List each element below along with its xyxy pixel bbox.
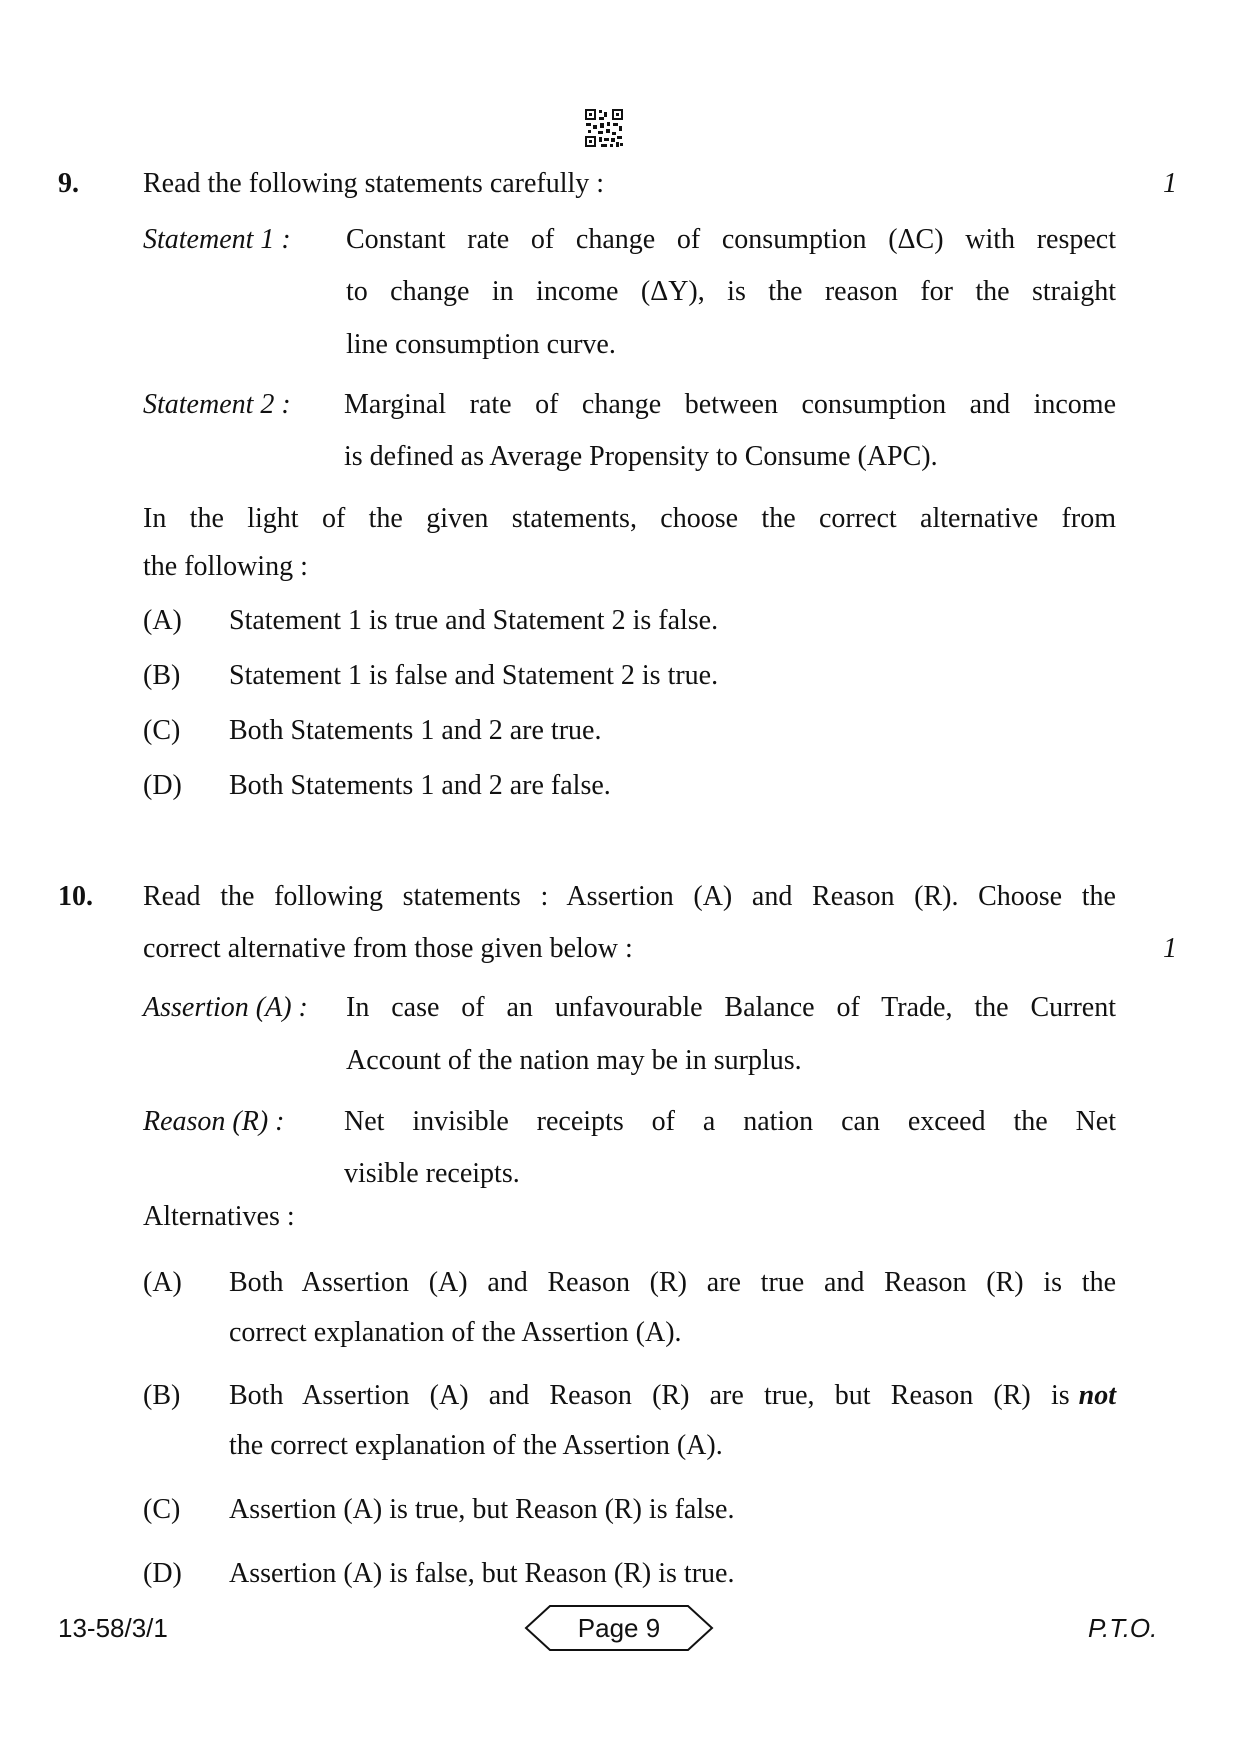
q10-option-b-letter: (B) bbox=[143, 1380, 181, 1411]
q10-stem-line2: correct alternative from those given below : bbox=[143, 933, 633, 964]
q9-marks: 1 bbox=[1163, 168, 1177, 199]
q9-instruction-line1: In the light of the given statements, choose the correct alternative from bbox=[143, 503, 1116, 534]
q10-assertion-line2: Account of the nation may be in surplus. bbox=[346, 1045, 802, 1076]
paper-code: 13-58/3/1 bbox=[58, 1613, 168, 1643]
q10-option-b-line1 bbox=[229, 1379, 1116, 1413]
q9-instruction-line2: the following : bbox=[143, 551, 308, 582]
q9-statement1-line1: Constant rate of change of consumption (ΔC) with respect bbox=[346, 224, 1116, 255]
q9-statement1-label: Statement 1 : bbox=[143, 224, 291, 255]
pto-label: P.T.O. bbox=[1088, 1613, 1158, 1643]
q9-number: 9. bbox=[58, 168, 79, 199]
q10-alternatives-label: Alternatives : bbox=[143, 1201, 295, 1232]
q9-option-b-text: Statement 1 is false and Statement 2 is true. bbox=[229, 660, 719, 691]
q10-stem-line1: Read the following statements : Assertion (A) and Reason (R). Choose the bbox=[143, 881, 1116, 912]
q9-stem: Read the following statements carefully : bbox=[143, 168, 605, 199]
qr-code-icon bbox=[584, 108, 624, 148]
q10-option-b-line2: the correct explanation of the Assertion (A). bbox=[229, 1430, 723, 1461]
q9-option-c-letter: (C) bbox=[143, 715, 181, 746]
q10-option-c-letter: (C) bbox=[143, 1494, 181, 1525]
q10-reason-label: Reason (R) : bbox=[143, 1106, 285, 1137]
q10-option-c-text: Assertion (A) is true, but Reason (R) is false. bbox=[229, 1494, 735, 1525]
q10-option-b-line1-text: Both Assertion (A) and Reason (R) are true, but Reason (R) is bbox=[229, 1380, 1070, 1411]
q9-statement2-label: Statement 2 : bbox=[143, 389, 291, 420]
q9-option-c-text: Both Statements 1 and 2 are true. bbox=[229, 715, 602, 746]
q9-statement1-line3: line consumption curve. bbox=[346, 329, 616, 360]
q9-statement1-line2: to change in income (ΔY), is the reason for the straight bbox=[346, 276, 1116, 307]
q9-statement2-line1: Marginal rate of change between consumption and income bbox=[344, 389, 1116, 420]
q10-assertion-line1: In case of an unfavourable Balance of Trade, the Current bbox=[346, 992, 1116, 1023]
q10-reason-line1: Net invisible receipts of a nation can exceed the Net bbox=[344, 1106, 1116, 1137]
q9-option-a-letter: (A) bbox=[143, 605, 182, 636]
q10-assertion-label: Assertion (A) : bbox=[143, 992, 308, 1023]
q10-marks: 1 bbox=[1163, 933, 1177, 964]
q9-statement2-line2: is defined as Average Propensity to Consume (APC). bbox=[344, 441, 938, 472]
q10-number: 10. bbox=[58, 881, 93, 912]
q9-option-a-text: Statement 1 is true and Statement 2 is false. bbox=[229, 605, 719, 636]
q10-reason-line2: visible receipts. bbox=[344, 1158, 520, 1189]
q9-option-d-text: Both Statements 1 and 2 are false. bbox=[229, 770, 611, 801]
q10-option-a-letter: (A) bbox=[143, 1267, 182, 1298]
q10-option-b-emphasis: not bbox=[1078, 1380, 1116, 1411]
q9-option-b-letter: (B) bbox=[143, 660, 181, 691]
page-number: Page 9 bbox=[577, 1613, 661, 1643]
q10-option-d-text: Assertion (A) is false, but Reason (R) is true. bbox=[229, 1558, 735, 1589]
q9-option-d-letter: (D) bbox=[143, 770, 182, 801]
q10-option-a-line1: Both Assertion (A) and Reason (R) are true and Reason (R) is the bbox=[229, 1267, 1116, 1298]
q10-option-d-letter: (D) bbox=[143, 1558, 182, 1589]
q10-option-a-line2: correct explanation of the Assertion (A). bbox=[229, 1317, 682, 1348]
